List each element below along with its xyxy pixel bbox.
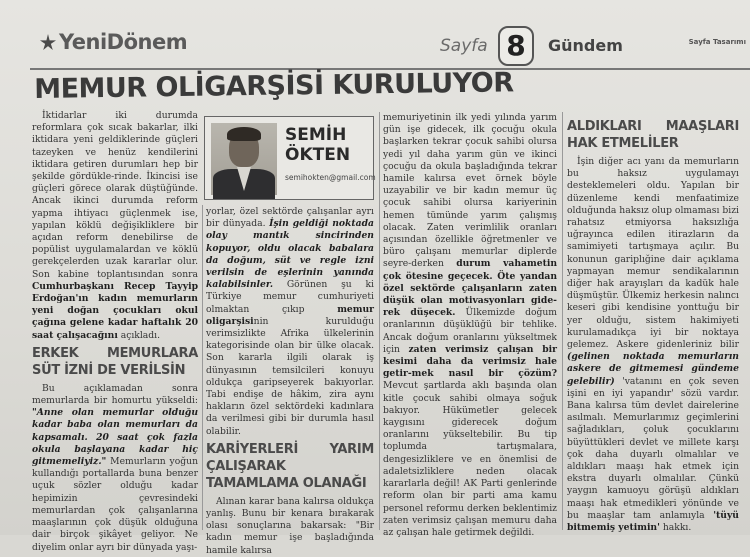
author-email: semihokten@gmail.com: [285, 173, 376, 182]
column-divider: [562, 112, 563, 530]
paragraph: Alınan karar bana kalırsa oldukça yanlış. Bunu bir kenara bırakarak olası sonuçlarına bakarsak: "Bir kadın memur işe başladığında hamile kalırsa: [206, 495, 374, 556]
author-box: [204, 116, 374, 200]
paragraph: İşin diğer acı yanı da memurların bu haksız uygulamayı desteklemeleri oldu. Yapılan bir düzenleme kendi menfaatimize olduğunda haksız olup olmaması bizi rahatsız etmiyorsa haksızlığa uğrayınca edilen itirazların da samimiyeti tartışmaya açılır. Bu konunun gariplığine dair açıklama yapmayan memur sendikalarının diğer hak arayışları da kadük hale düşmüştür. Ülkemiz herkesin nalıncı keseri gibi kendisine yonttuğu bir yer olduğu, sistem hakimiyeti kurulamadıkça iyi bir noktaya gelemez. Askere gidenleriniz bilir (gelinen noktada memurların askere de gitmemesi gündeme gelebilir) 'vatanını en çok seven işini en iyi yapandır' sözü vardır. Bana kalırsa tüm devlet dairelerine asılmalı. Memurlarımız geçimlerini sağladıkları, çoluk çocuklarını büyüttükleri devlet ve millete karşı çok daha duyarlı olmalılar ve aldıkları maaşı hak etmek için ekstra duyarlı olmalılar. Çünkü yaygın kamuoyu görüşü aldıkları maaşı hak etmedikleri yönünde ve bu maaşlar tam anlamıyla 'tüyü bitmemiş yetimin' hakkı.: [567, 156, 739, 534]
subheading: ERKEK MEMURLARA SÜT İZNİ DE VERİLSİN: [32, 345, 198, 378]
article-column-3: [383, 112, 557, 539]
subheading: KARİYERLERİ YARIM ÇALIŞARAK TAMAMLAMA OLANAĞI: [206, 441, 374, 491]
paragraph: yorlar, özel sektörde çalışanlar ayrı bir dünyada. İşin geldiği noktada olay mantık sincirinden kopuyor, oldu olacak babalara da doğum, süt ve regle izni verilsin de eşlerinin yanında kalabilsinler. Görünen şu ki Türkiye memur cumhuriyeti olmaktan çıkıp memur oligarşisinin kurulduğu verimsizlikte Afrika ülkelerinin kategorisinde olan bir ülke olacak. Son kararla ilgili olarak iş dünyasının temsilcileri konuyu oldukça garipseyerek bakıyorlar. Tabi endişe de hâkim, zira aynı hakların özel sektördeki kadınlara da verilmesi gibi bir durumla hasıl olabilir.: [206, 206, 374, 437]
author-photo: [211, 123, 277, 195]
newspaper-logo: [40, 30, 187, 54]
section-title: Gündem: [548, 36, 623, 55]
subheading: ALDIKLARI MAAŞLARI HAK ETMELİLER: [567, 119, 739, 151]
article-headline: MEMUR OLİGARŞİSİ KURULUYOR: [34, 67, 514, 105]
column-divider: [202, 205, 203, 530]
column-divider: [379, 112, 380, 530]
masthead: [30, 22, 750, 70]
paragraph: memuriyetinin ilk yedi yılında yarım gün işe gidecek, ilk çocuğu okula başlarken tekrar çocuk sahibi olursa yedi yıl daha yarım gün ve ikinci çocuğu da okula başladığında tekrar hamile kalırsa evet örnek böyle uzayabilir ve bir kadın memur üç çocuk sahibi olursa kariyerinin hemen tümünde yarım çalışmış olacak. Zaten verimlilik oranları açısından özellikle öğretmenler ve büro çalışanı memurlar diplerde seyre-derken durum vahametin çok ötesine geçecek. Öte yandan özel sektörde çalışanların zaten düşük olan motivasyonları gide-rek düşecek. Ülkemizde doğum oranlarının düşüklüğü bir tehlike. Ancak doğum oranlarını yükseltmek için zaten verimsiz çalışan bir kesimi daha da verimsiz hale getir-mek nasıl bir çözüm? Mevcut şartlarda aklı başında olan kitle çocuk sahibi olmaya soğuk bakıyor. Hükümetler gelecek kaygısını giderecek doğum oranlarını yükseltebilir. Bu tip toplumda tartışmalara, dengesizliklere ve en önemlisi de adaletsizliklere neden olacak kararlarla değil! AK Parti genlerinde reform olan bir parti ama kamu personel reformu derken beklentimiz zaten verimsiz çalışan memuru daha az çalışan hale getirmek değildi.: [383, 112, 557, 538]
author-name: SEMİH ÖKTEN: [285, 125, 351, 165]
paragraph: İktidarlar iki durumda reformlara çok sıcak bakarlar, ilki iktidara yeni geldiklerinde güçleri tazeyken ve henüz kendilerini iktidara getiren durumları hep bir şekilde gördükle-rinde. İkincisi ise güçleri görece olarak düştüğünde. Ancak ikinci durumda reform yapma ihtiyacı güçlenmek ise, yapılan köklü değişikliklere bir açıdan reform denebilirse de popülist uygulamalardan ve köklü gerekçelerden uzak kararlar olur. Son kabine toplantısından sonra Cumhurbaşkanı Recep Tayyip Erdoğan'ın kadın memurların yeni doğan çocukları okul çağına gelene kadar haftalık 20 saat çalışacağını açıkladı.: [32, 110, 198, 341]
star-logo-icon: [40, 34, 56, 50]
article-column-4: [567, 118, 739, 534]
article-column-2: [206, 206, 374, 557]
article-column-1: [32, 110, 198, 554]
page-layout-label: Sayfa Tasarımı: [688, 38, 746, 46]
logo-text: YeniDönem: [59, 30, 188, 54]
page-number: 8: [498, 26, 534, 66]
paragraph: Bu açıklamadan sonra memurlarda bir homurtu yükseldi: "Anne olan memurlar olduğu kadar baba olan memurları da kapsamalı. 20 saat çok fazla okula başlayana kadar hiç gitmemeliyiz." Memurların yoğun kullandığı portallarda buna benzer uçuk sözler olduğu kadar hepimizin çevresindeki memurlardan çok çalışanlarına maaşlarının çok düşük olduğuna dair birçok şikâyet geliyor. Ne diyelim onlar ayrı bir dünyada yaşı-: [32, 382, 198, 553]
sayfa-label: Sayfa: [440, 36, 488, 56]
